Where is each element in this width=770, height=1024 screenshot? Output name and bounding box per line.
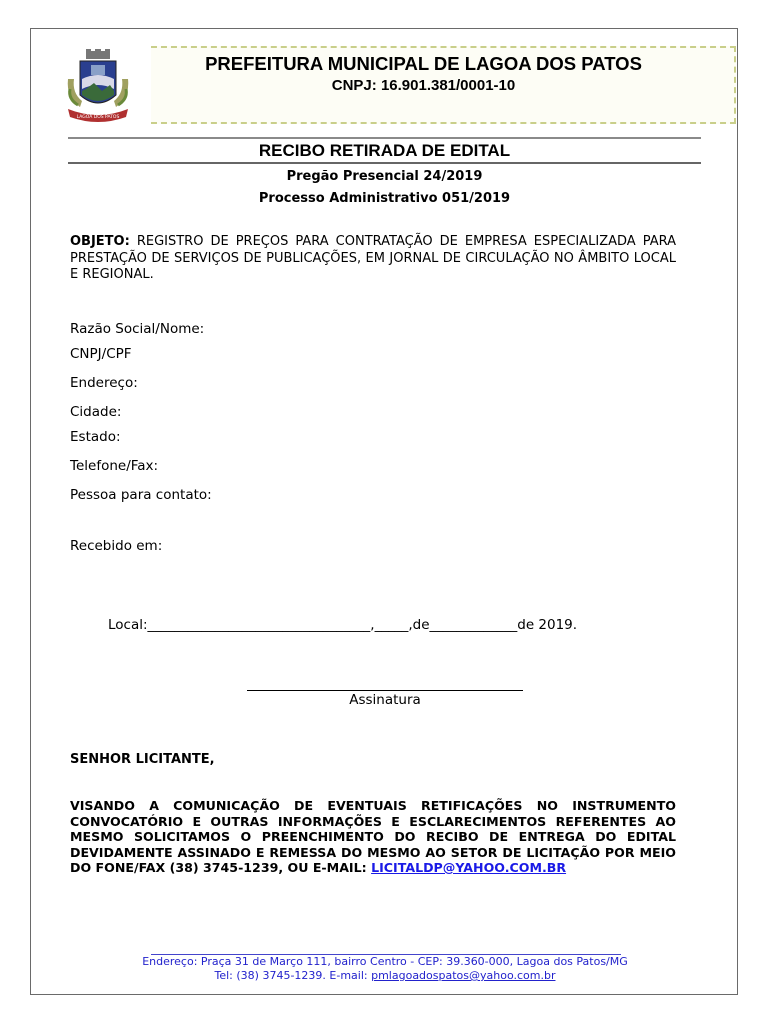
footer-address: Endereço: Praça 31 de Março 111, bairro Centro - CEP: 39.360-000, Lagoa dos Patos/MG	[142, 955, 628, 968]
notice-body	[70, 798, 676, 876]
objeto-paragraph	[70, 234, 676, 284]
document-title: RECIBO RETIRADA DE EDITAL	[258, 141, 511, 160]
header-divider-top	[68, 137, 701, 139]
prefeitura-cnpj: CNPJ: 16.901.381/0001-10	[331, 77, 516, 94]
processo-line: Processo Administrativo 051/2019	[258, 191, 511, 206]
signature-label: Assinatura	[349, 692, 421, 708]
notice-text: VISANDO A COMUNICAÇÃO DE EVENTUAIS RETIFICAÇÕES NO INSTRUMENTO CONVOCATÓRIO E OUTRAS INFORMAÇÕES E ESCLARECIMENTOS REFERENTES AO MESMO SOLICITAMOS O PREENCHIMENTO DO RECIBO DE ENTREGA DO EDITAL DEVIDAMENTE ASSINADO E REMESSA DO MESMO AO SETOR DE LICITAÇÃO POR MEIO DO FONE/FAX (38) 3745-1239, OU E-MAIL:	[70, 798, 676, 875]
licitacao-email-link[interactable]: LICITALDP@YAHOO.COM.BR	[371, 860, 567, 875]
footer-tel: Tel: (38) 3745-1239. E-mail:	[214, 969, 372, 982]
municipal-coat-of-arms-logo	[64, 49, 132, 125]
title-divider	[68, 162, 701, 164]
svg-text:LAGOA DOS PATOS: LAGOA DOS PATOS	[76, 115, 120, 120]
field-cnpj-cpf: CNPJ/CPF	[70, 346, 132, 362]
field-pessoa-contato: Pessoa para contato:	[70, 487, 212, 503]
field-cidade: Cidade:	[70, 404, 122, 420]
footer-contact	[51, 969, 719, 982]
footer-email-link[interactable]: pmlagoadospatos@yahoo.com.br	[371, 969, 556, 982]
field-telefone-fax: Telefone/Fax:	[70, 458, 159, 474]
prefeitura-title: PREFEITURA MUNICIPAL DE LAGOA DOS PATOS	[205, 53, 642, 74]
signature-line	[247, 690, 523, 691]
document-page	[30, 28, 738, 995]
notice-salutation: SENHOR LICITANTE,	[70, 752, 215, 767]
field-endereco: Endereço:	[70, 375, 138, 391]
local-date-line: Local:_________________________________,_____,de_____________de 2019.	[108, 617, 578, 633]
pregao-line: Pregão Presencial 24/2019	[286, 169, 483, 184]
objeto-text: REGISTRO DE PREÇOS PARA CONTRATAÇÃO DE EMPRESA ESPECIALIZADA PARA PRESTAÇÃO DE SERVIÇOS DE PUBLICAÇÕES, EM JORNAL DE CIRCULAÇÃO NO ÂMBITO LOCAL E REGIONAL.	[70, 234, 676, 282]
objeto-label: OBJETO:	[70, 234, 130, 249]
field-estado: Estado:	[70, 429, 121, 445]
field-razao-social: Razão Social/Nome:	[70, 321, 205, 337]
field-recebido-em: Recebido em:	[70, 538, 163, 554]
